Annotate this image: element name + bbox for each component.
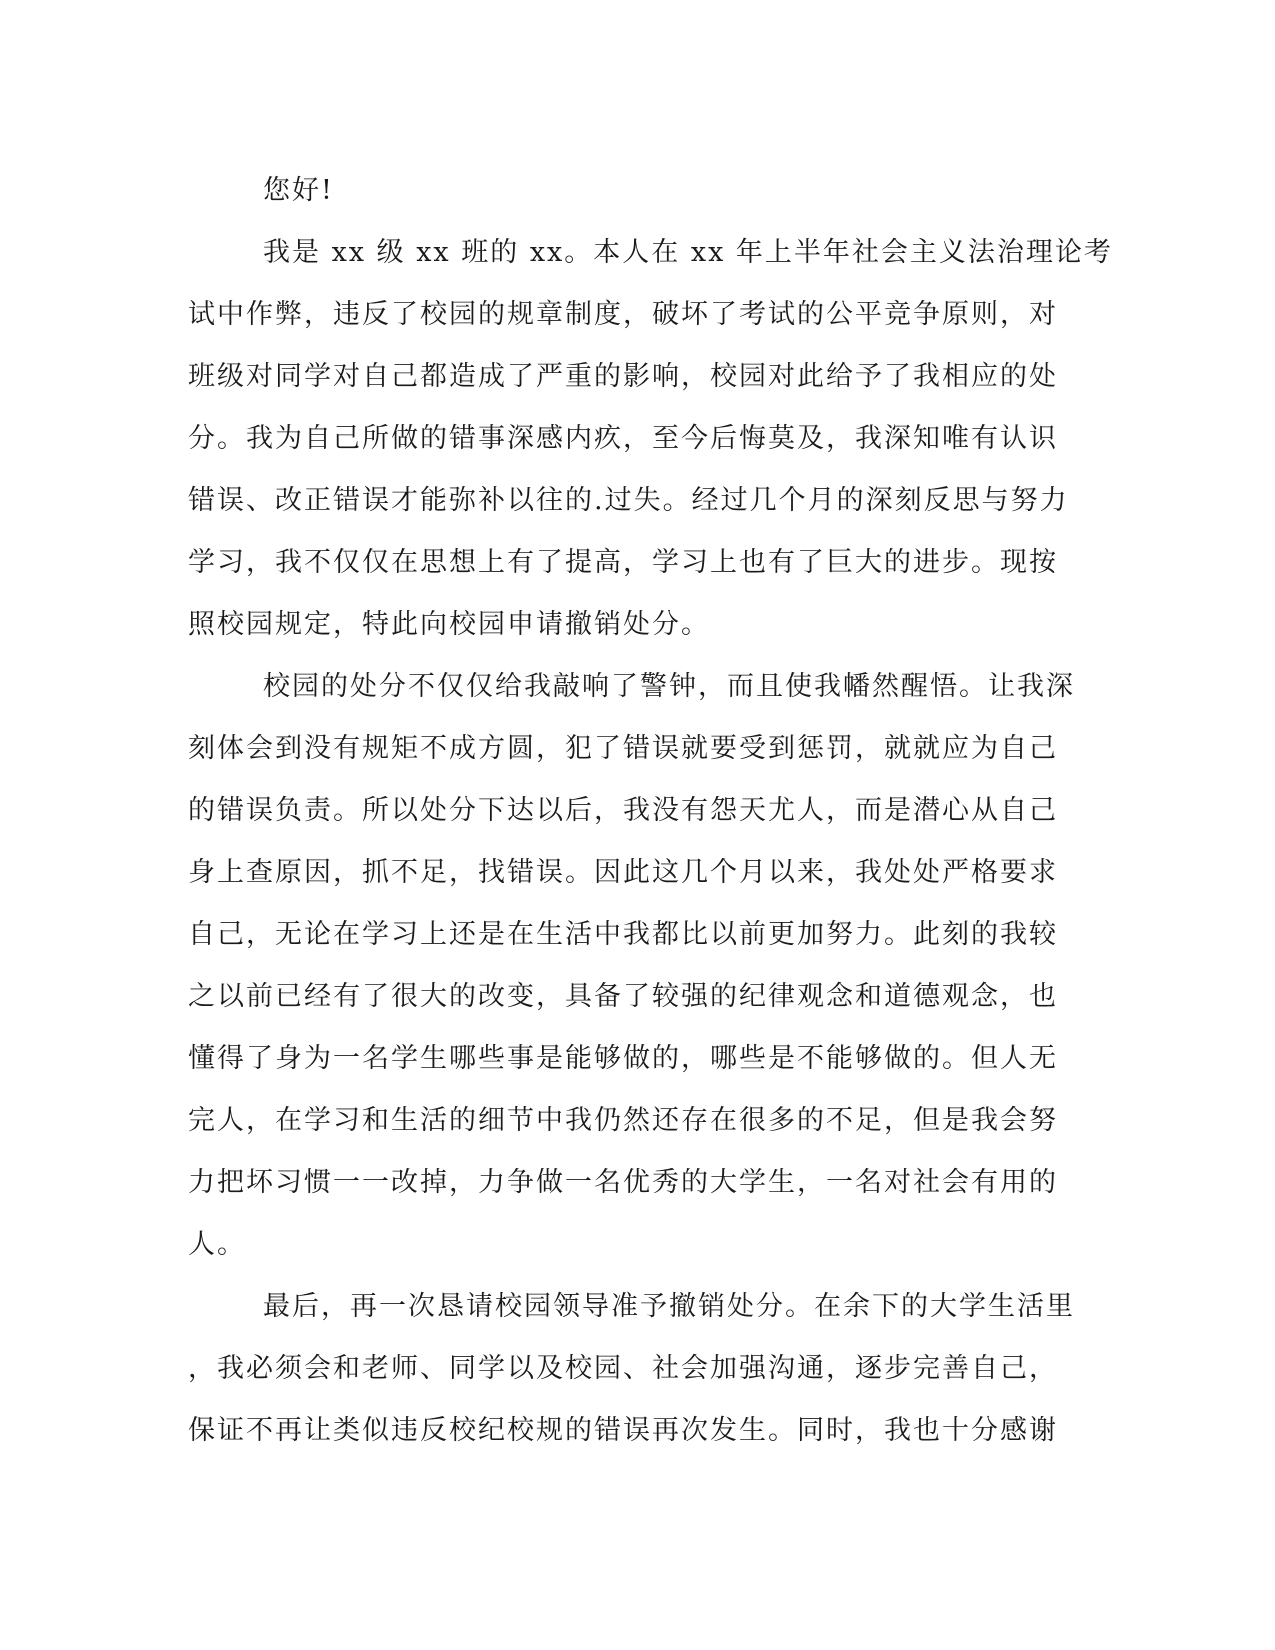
letter-body <box>188 160 1113 1462</box>
greeting-line: 您好! <box>263 175 334 206</box>
paragraph-line: 分。我为自己所做的错事深感内疚，至今后悔莫及，我深知唯有认识 <box>188 423 1058 454</box>
paragraph-line: 班级对同学对自己都造成了严重的影响，校园对此给予了我相应的处 <box>188 361 1058 392</box>
paragraph-line: 完人，在学习和生活的细节中我仍然还存在很多的不足，但是我会努 <box>188 1105 1058 1136</box>
paragraph-line: 自己，无论在学习上还是在生活中我都比以前更加努力。此刻的我较 <box>188 919 1058 950</box>
paragraph-2 <box>188 656 1075 1276</box>
paragraph-line: 身上查原因，抓不足，找错误。因此这几个月以来，我处处严格要求 <box>188 857 1058 888</box>
paragraph-line: 我是 xx 级 xx 班的 xx。本人在 xx 年上半年社会主义法治理论考 <box>263 237 1113 268</box>
paragraph-line: 力把坏习惯一一改掉，力争做一名优秀的大学生，一名对社会有用的 <box>188 1167 1058 1198</box>
paragraph-line: 错误、改正错误才能弥补以往的.过失。经过几个月的深刻反思与努力 <box>188 485 1069 516</box>
paragraph-line: 之以前已经有了很大的改变，具备了较强的纪律观念和道德观念，也 <box>188 981 1058 1012</box>
paragraph-3 <box>188 1276 1075 1462</box>
paragraph-line: 试中作弊，违反了校园的规章制度，破坏了考试的公平竞争原则，对 <box>188 299 1058 330</box>
paragraph-line: 校园的处分不仅仅给我敲响了警钟，而且使我幡然醒悟。让我深 <box>263 671 1075 702</box>
paragraph-line: 学习，我不仅仅在思想上有了提高，学习上也有了巨大的进步。现按 <box>188 547 1058 578</box>
paragraph-line: 保证不再让类似违反校纪校规的错误再次发生。同时，我也十分感谢 <box>188 1415 1058 1446</box>
paragraph-line: 的错误负责。所以处分下达以后，我没有怨天尤人，而是潜心从自己 <box>188 795 1058 826</box>
greeting-paragraph <box>188 160 1068 222</box>
paragraph-line: ，我必须会和老师、同学以及校园、社会加强沟通，逐步完善自己， <box>188 1353 1058 1384</box>
paragraph-line: 照校园规定，特此向校园申请撤销处分。 <box>188 609 710 640</box>
paragraph-1 <box>188 222 1113 656</box>
paragraph-line: 刻体会到没有规矩不成方圆，犯了错误就要受到惩罚，就就应为自己 <box>188 733 1058 764</box>
paragraph-line: 最后，再一次恳请校园领导准予撤销处分。在余下的大学生活里 <box>263 1291 1075 1322</box>
paragraph-line: 懂得了身为一名学生哪些事是能够做的，哪些是不能够做的。但人无 <box>188 1043 1058 1074</box>
paragraph-line: 人。 <box>188 1229 246 1260</box>
